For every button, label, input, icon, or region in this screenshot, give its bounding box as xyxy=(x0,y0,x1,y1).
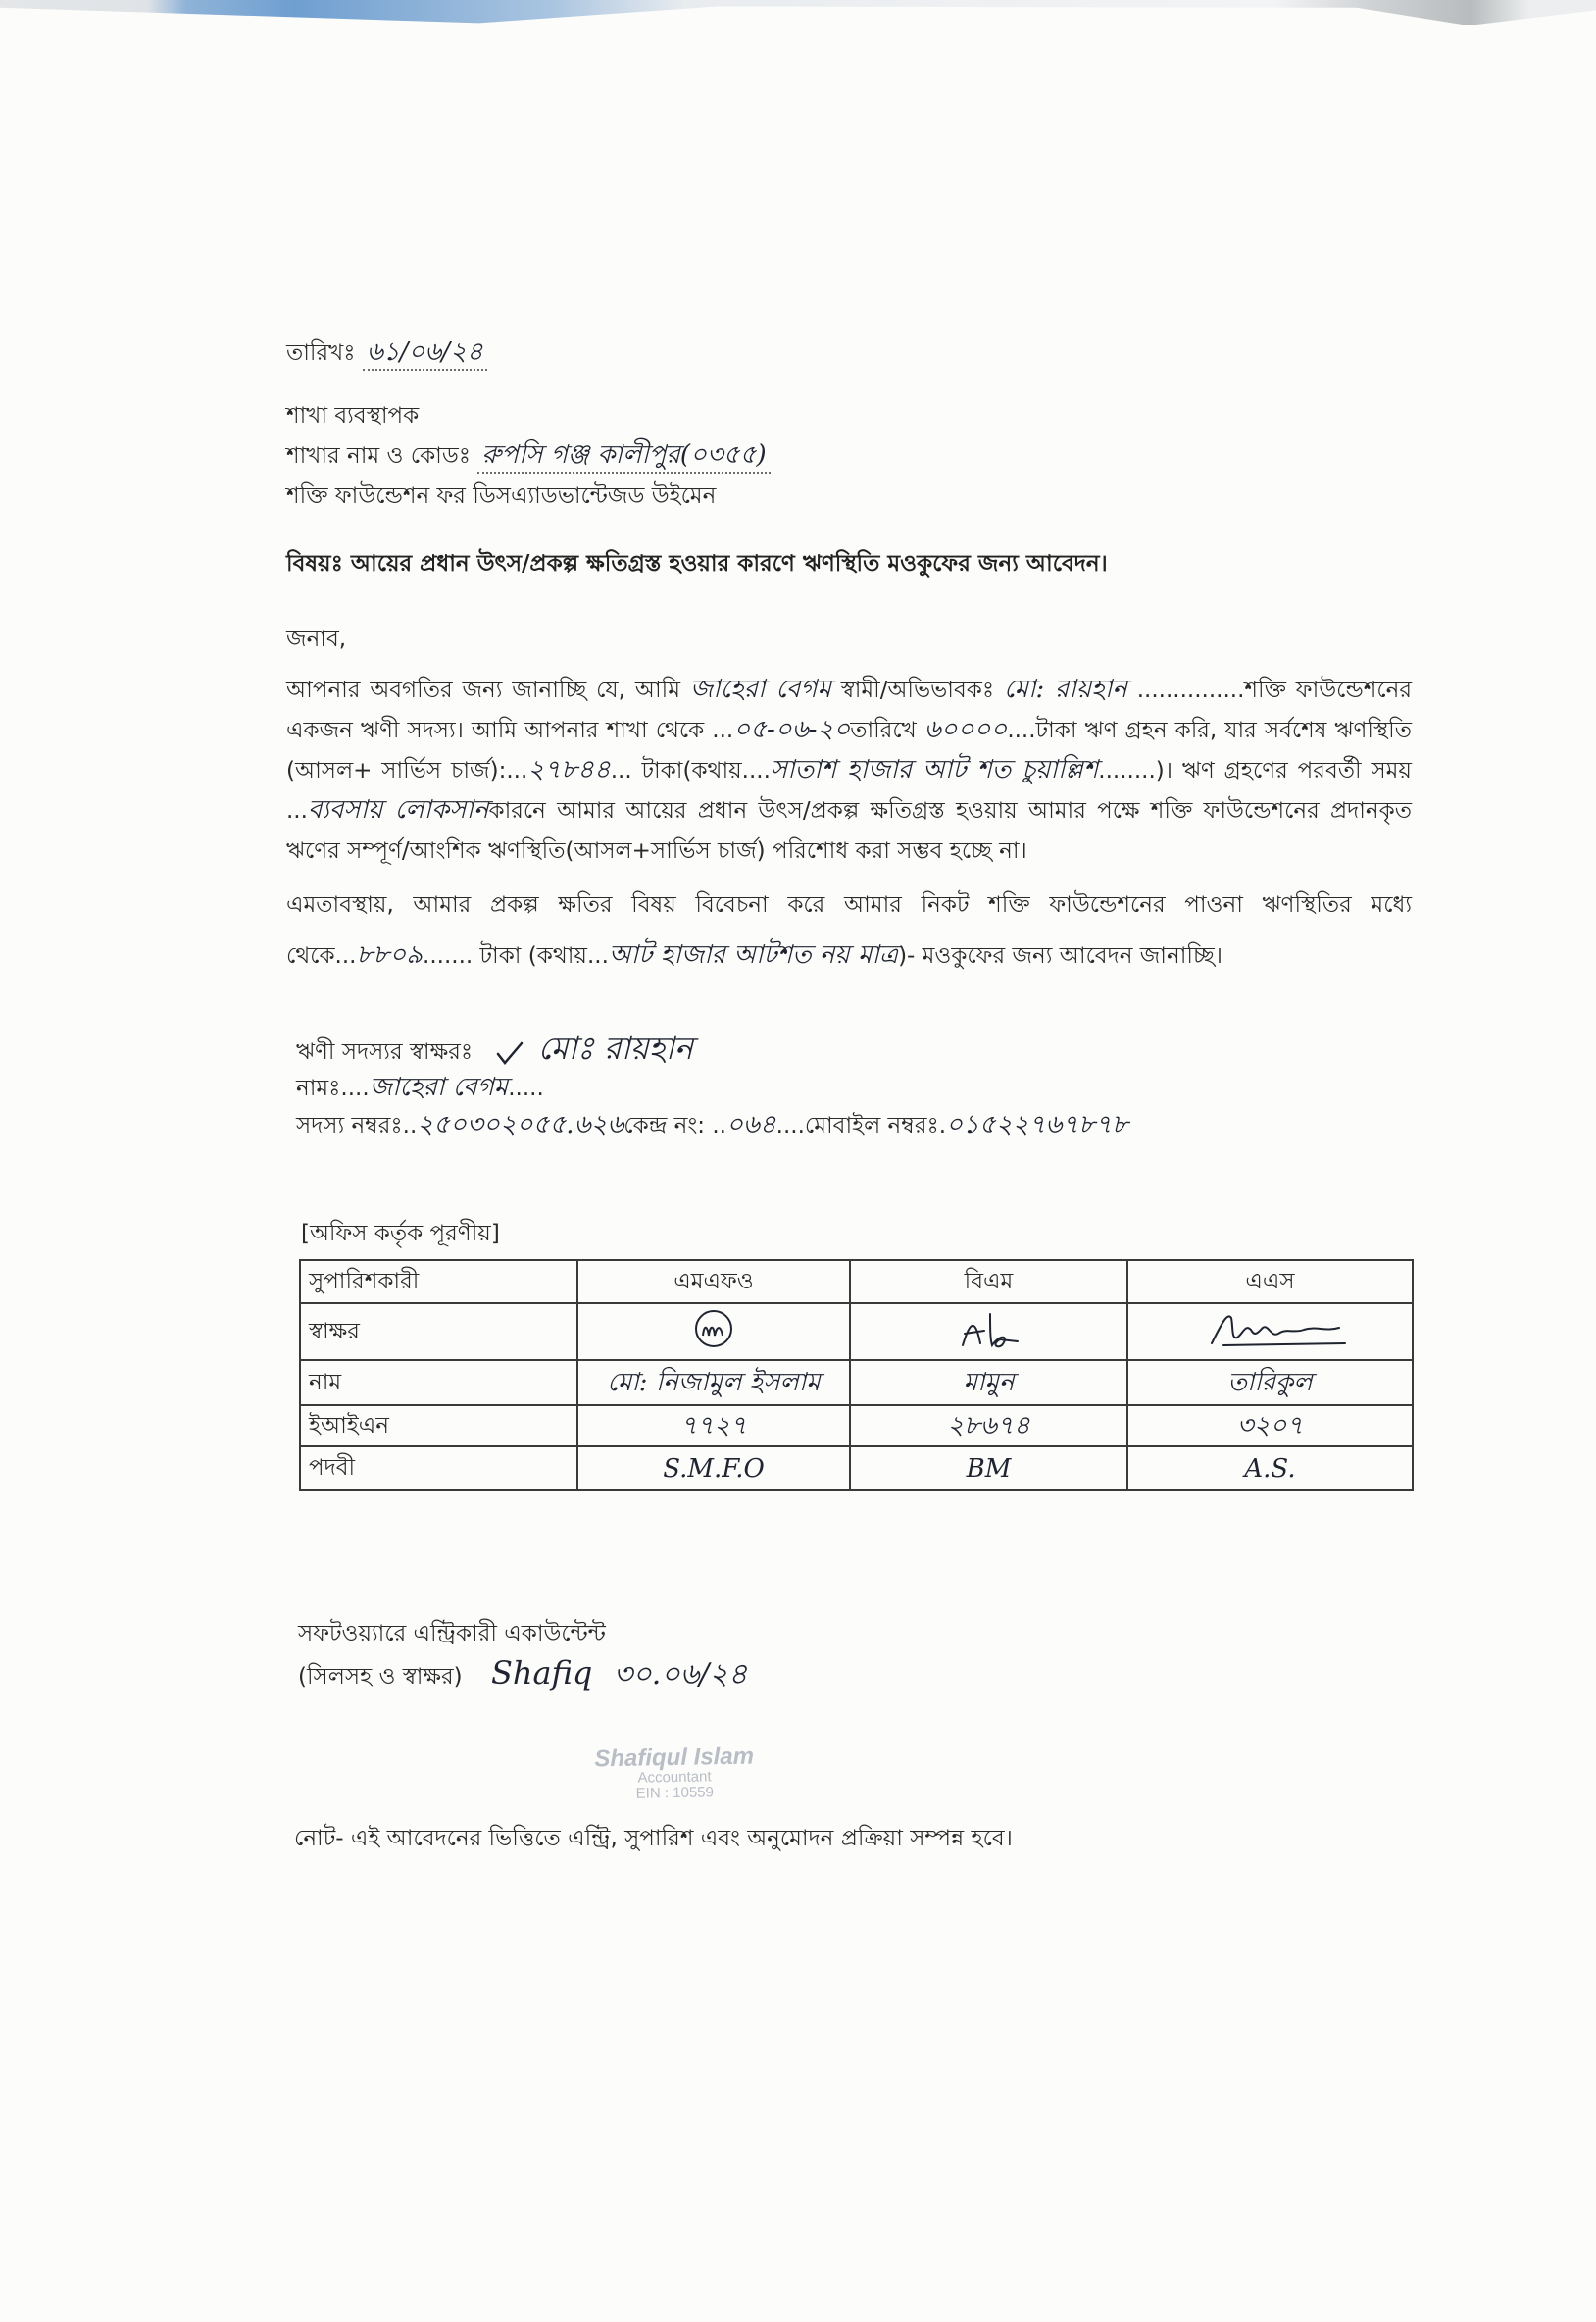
check-mark-icon xyxy=(495,1038,524,1068)
member-name-label: নামঃ.... xyxy=(296,1076,370,1101)
table-header-row xyxy=(300,1260,1413,1303)
table-row-ein xyxy=(300,1405,1413,1446)
signature-mfo xyxy=(577,1303,850,1360)
body2-text-1: এমতাবস্থায়, আমার প্রকল্প ক্ষতির বিষয় বিবেচনা করে আমার নিকট শক্তি ফাউন্ডেশনের পাওনা ঋণস্থিতির মধ্যে থেকে... xyxy=(286,892,1412,969)
body1-text-1: আপনার অবগতির জন্য জানাচ্ছি যে, আমি xyxy=(286,678,680,703)
loan-date-handwritten: ০৫-০৬-২০ xyxy=(733,715,851,744)
ein-mfo: ৭৭২৭ xyxy=(577,1405,850,1446)
body2-text-2: ....... টাকা (কথায়... xyxy=(423,943,609,969)
header-as: এএস xyxy=(1127,1260,1413,1303)
body1-text-5: ....টাকা ঋণ গ্রহন করি, যার সর্বশেষ ঋণস্থিতি (আসল+ সার্ভিস চার্জ):... xyxy=(286,718,1413,783)
mobile-number-value: ০১৫২২৭৬৭৮৭৮ xyxy=(946,1110,1128,1139)
body2-text-3: )- মওকুফের জন্য আবেদন জানাচ্ছি। xyxy=(898,943,1222,969)
table-row-signature xyxy=(300,1303,1413,1360)
waiver-amount-handwritten: ৮৮০৯ xyxy=(356,940,424,970)
member-name-trail: ..... xyxy=(508,1076,544,1101)
branch-value: রুপসি গঞ্জ কালীপুর(০৩৫৫) xyxy=(477,440,770,474)
member-name-handwritten: জাহেরা বেগম xyxy=(689,675,831,704)
date-line xyxy=(286,331,1412,375)
member-number-value: ২৫০৩০২০৫৫.৬২৬ xyxy=(417,1110,624,1139)
body1-text-3: ...............শক্তি ফাউন্ডেশনের একজন ঋণী সদস্য। আমি আপনার শাখা থেকে ... xyxy=(286,678,1413,743)
row-label-signature: স্বাক্ষর xyxy=(300,1303,577,1360)
footer-note: নোট- এই আবেদনের ভিত্তিতে এন্ট্রি, সুপারিশ এবং অনুমোদন প্রক্রিয়া সম্পন্ন হবে। xyxy=(294,1826,1013,1851)
mobile-label: ....মোবাইল নম্বরঃ. xyxy=(775,1113,947,1138)
body1-text-2: স্বামী/অভিভাবকঃ xyxy=(840,678,995,703)
header-recommender: সুপারিশকারী xyxy=(300,1260,577,1303)
table-row-designation xyxy=(300,1446,1413,1490)
accountant-sign-date: ৩০.০৬/২৪ xyxy=(613,1657,748,1691)
reason-handwritten: ব্যবসায় লোকসান xyxy=(307,795,489,825)
member-name-line xyxy=(296,1070,1412,1107)
accountant-sign-line xyxy=(298,1655,1412,1698)
name-bm: মামুন xyxy=(850,1360,1127,1405)
body1-text-6: ... টাকা(কথায়.... xyxy=(610,758,771,783)
stamp-name: Shafiqul Islam xyxy=(594,1742,755,1773)
loan-amount-handwritten: ৬০০০০ xyxy=(923,715,1008,744)
name-as: তারিকুল xyxy=(1127,1360,1413,1405)
waiver-words-handwritten: আট হাজার আটশত নয় মাত্র xyxy=(608,940,899,970)
body-paragraph-2 xyxy=(286,880,1412,982)
signature-bm xyxy=(850,1303,1127,1360)
member-signature: মোঃ রায়হান xyxy=(537,1030,693,1067)
designation-bm: BM xyxy=(850,1446,1127,1490)
organization-name: শক্তি ফাউন্ডেশন ফর ডিসএ্যাডভান্টেজড উইমেন xyxy=(286,483,717,509)
center-number-value: ০৬৪ xyxy=(725,1110,776,1139)
address-block xyxy=(286,396,1412,517)
accountant-stamp xyxy=(566,1743,782,1808)
member-number-line xyxy=(296,1107,1412,1144)
accountant-signature: Shafiq xyxy=(490,1654,593,1691)
member-block xyxy=(296,1030,1412,1144)
row-label-ein: ইআইএন xyxy=(300,1405,577,1446)
date-value: ৬১/০৬/২৪ xyxy=(363,337,487,371)
ein-bm: ২৮৬৭৪ xyxy=(850,1405,1127,1446)
accountant-sign-label: (সিলসহ ও স্বাক্ষর) xyxy=(298,1664,463,1690)
name-mfo: মো: নিজামুল ইসলাম xyxy=(577,1360,850,1405)
member-signature-label: ঋণী সদস্যর স্বাক্ষরঃ xyxy=(296,1039,474,1065)
balance-handwritten: ২৭৮৪৪ xyxy=(527,755,611,784)
header-mfo: এমএফও xyxy=(577,1260,850,1303)
body1-text-7: ........)। ঋণ গ্রহণের পরবর্তী সময় ... xyxy=(286,758,1412,824)
date-label: তারিখঃ xyxy=(286,340,356,366)
row-label-designation: পদবী xyxy=(300,1446,577,1490)
signature-as xyxy=(1127,1303,1413,1360)
accountant-title: সফটওয়্যারে এন্ট্রিকারী একাউন্টেন্ট xyxy=(298,1621,606,1646)
row-label-name: নাম xyxy=(300,1360,577,1405)
balance-words-handwritten: সাতাশ হাজার আট শত চুয়াল্লিশ xyxy=(770,755,1099,784)
designation-as: A.S. xyxy=(1127,1446,1413,1490)
ein-as: ৩২০৭ xyxy=(1127,1405,1413,1446)
branch-line xyxy=(286,436,1412,477)
header-bm: বিএম xyxy=(850,1260,1127,1303)
recipient-title: শাখা ব্যবস্থাপক xyxy=(286,403,420,429)
table-row-name xyxy=(300,1360,1413,1405)
subject-line: বিষয়ঃ আয়ের প্রধান উৎস/প্রকল্প ক্ষতিগ্রস্ত হওয়ার কারণে ঋণস্থিতি মওকুফের জন্য আবেদন। xyxy=(286,551,1108,577)
accountant-block xyxy=(298,1612,1412,1698)
body-paragraph-1 xyxy=(286,671,1412,872)
body1-text-4: তারিখে xyxy=(850,718,917,743)
body1-text-8: কারনে আমার আয়ের প্রধান উৎস/প্রকল্প ক্ষতিগ্রস্ত হওয়ায় আমার পক্ষে শক্তি ফাউন্ডেশনের প্রদানকৃত ঋণের সম্পূর্ণ/আংশিক ঋণস্থিতি(আসল+সার্ভিস চার্জ) পরিশোধ করা সম্ভব হচ্ছে না। xyxy=(286,798,1412,864)
member-signature-line xyxy=(296,1030,1412,1070)
salutation: জনাব, xyxy=(286,627,347,652)
member-name-value: জাহেরা বেগম xyxy=(369,1073,509,1102)
office-approval-table xyxy=(299,1259,1414,1491)
designation-mfo: S.M.F.O xyxy=(577,1446,850,1490)
stamp-title: Accountant xyxy=(637,1768,712,1787)
branch-label: শাখার নাম ও কোডঃ xyxy=(286,443,472,469)
center-label: কেন্দ্র নং: .. xyxy=(623,1113,726,1138)
office-use-label: [অফিস কর্তৃক পূরণীয়] xyxy=(301,1221,500,1246)
member-number-label: সদস্য নম্বরঃ.. xyxy=(296,1113,418,1138)
guardian-name-handwritten: মো: রায়হান xyxy=(1003,675,1127,704)
application-form xyxy=(286,0,1412,1858)
stamp-ein: EIN : 10559 xyxy=(635,1784,715,1802)
